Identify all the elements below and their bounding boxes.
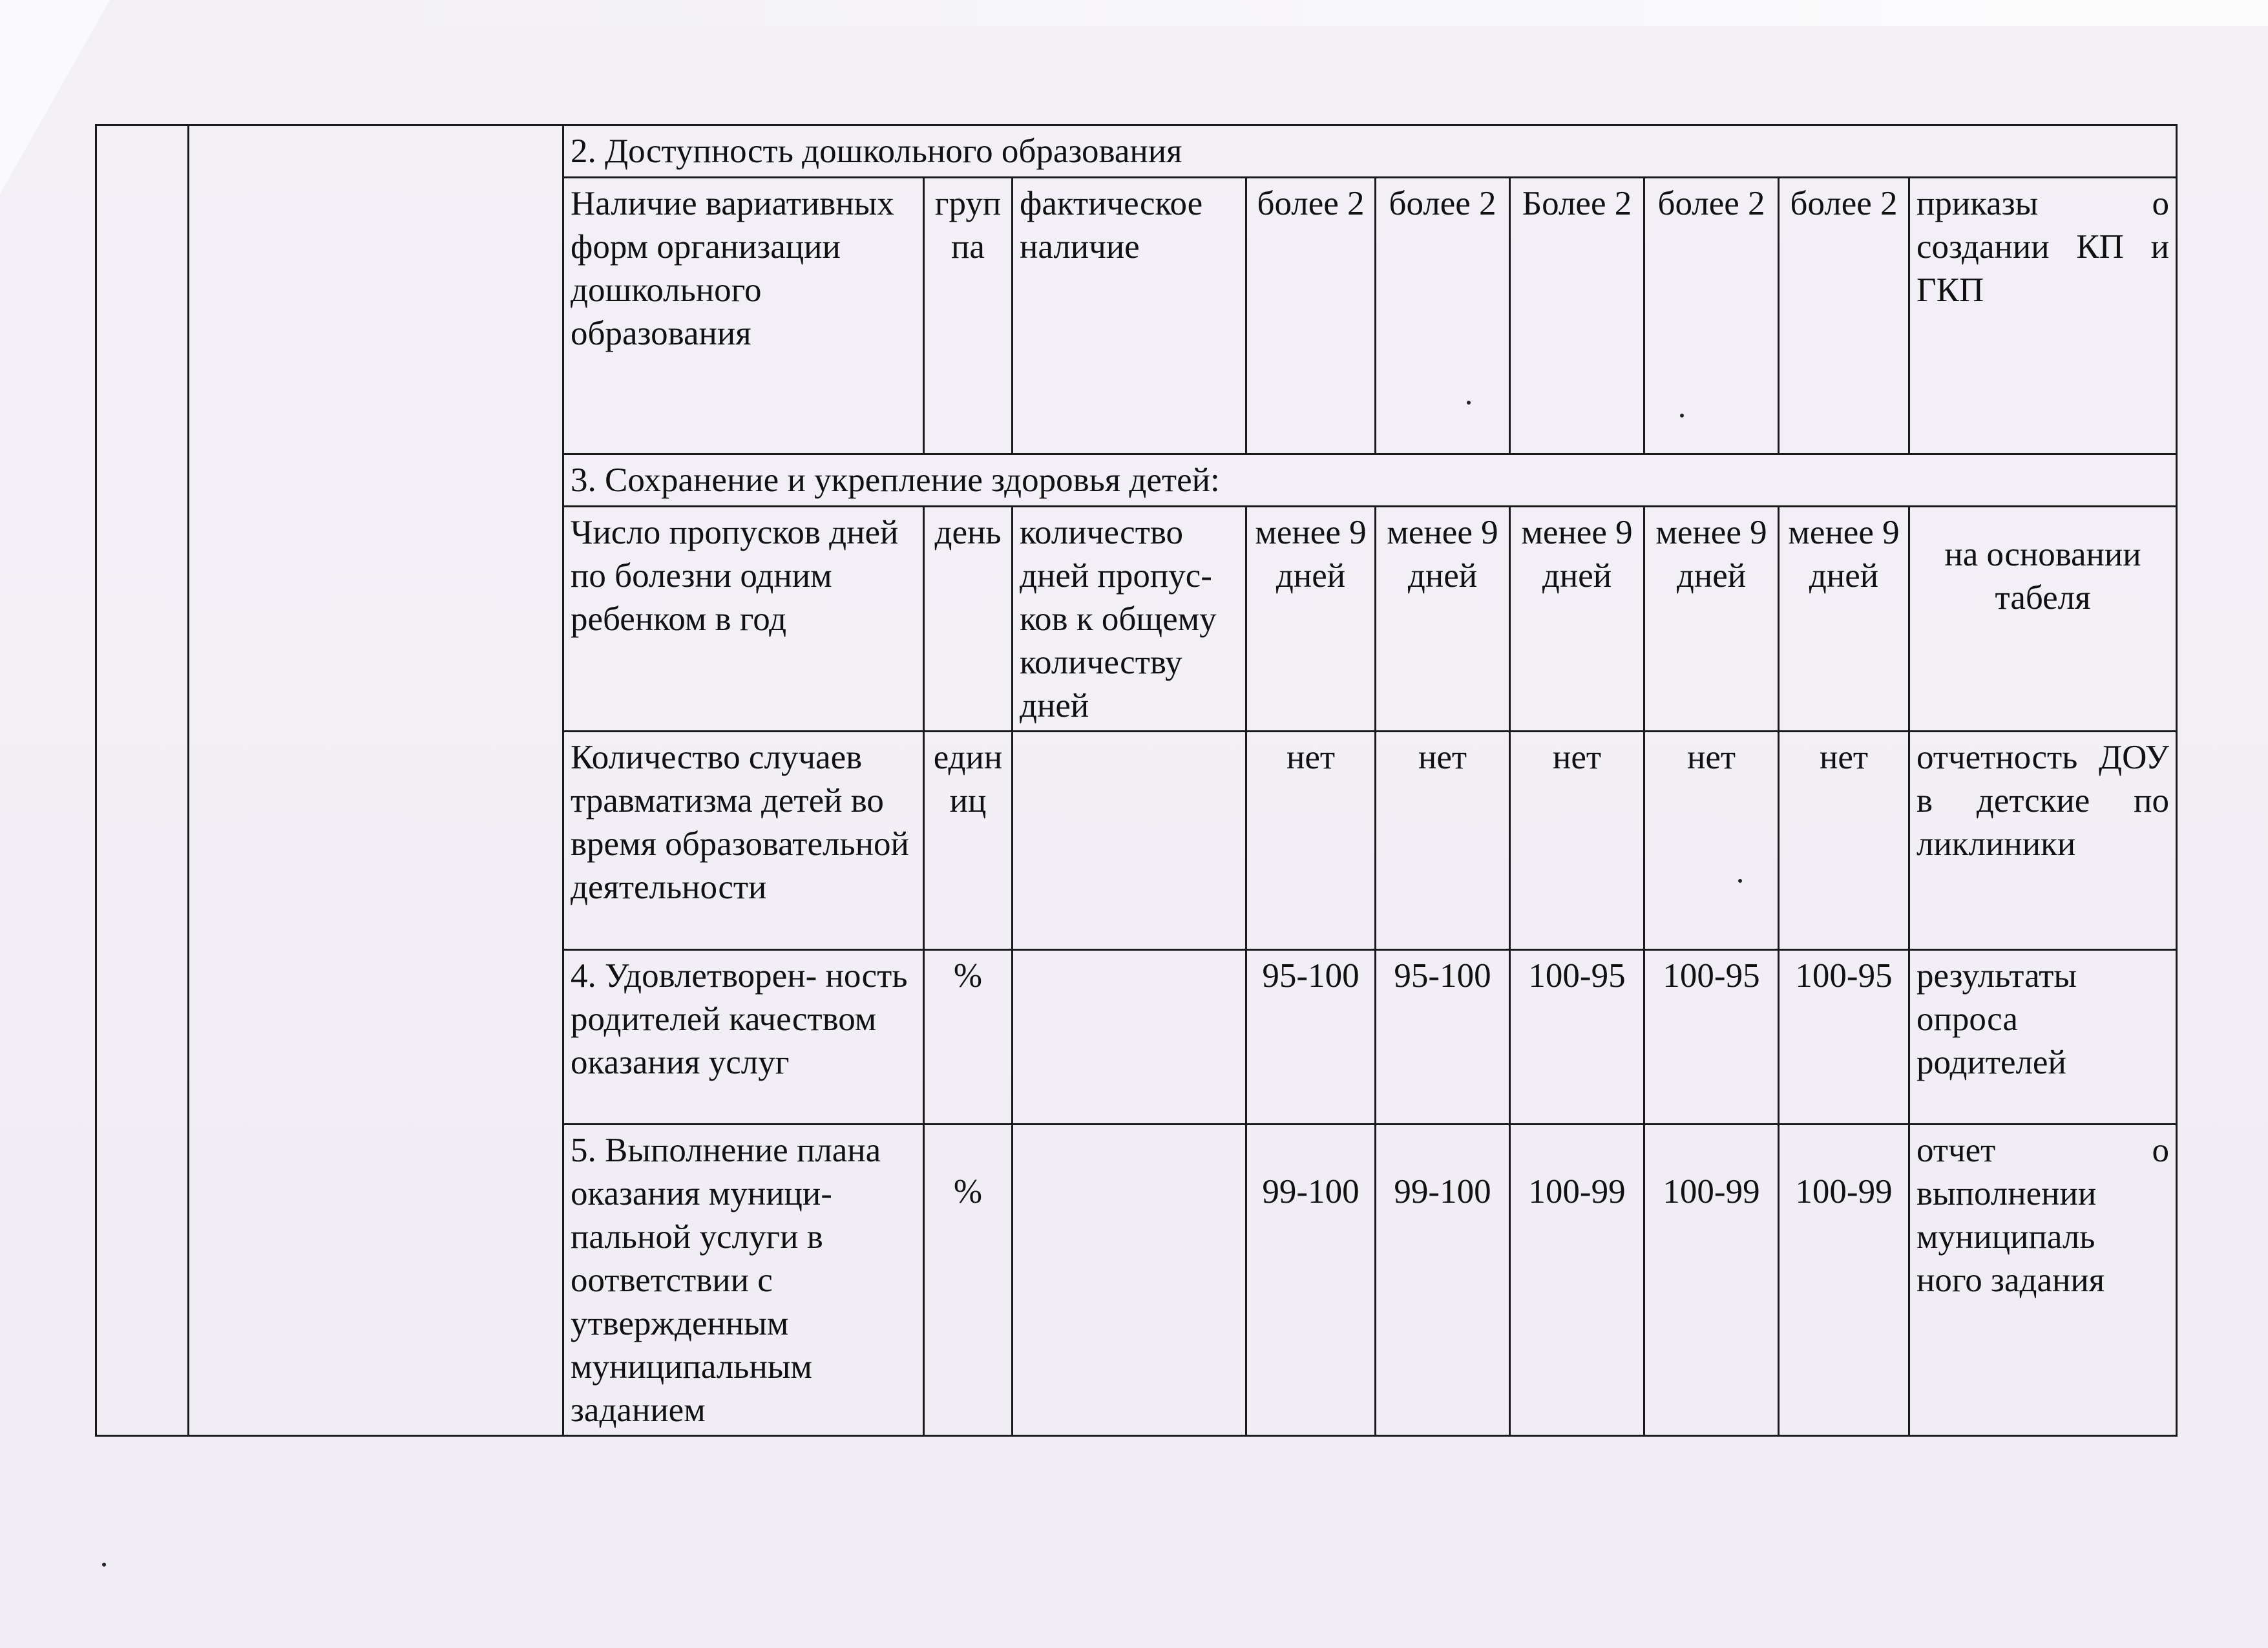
indicator-value-3: нет xyxy=(1510,732,1644,950)
section-row-accessibility xyxy=(96,125,2177,178)
paper-top-edge xyxy=(336,0,2268,26)
indicator-value-2: 95-100 xyxy=(1376,950,1510,1125)
indicator-unit: % xyxy=(924,1125,1013,1436)
indicator-value-1: более 2 xyxy=(1246,178,1376,454)
indicator-value-1: менее 9 дней xyxy=(1246,507,1376,732)
indicator-name: 4. Удовлетворен- ность родителей качеством оказания услуг xyxy=(563,950,924,1125)
indicator-value-4: нет xyxy=(1644,732,1779,950)
indicator-source: отчет о выполнении муниципаль ного задания xyxy=(1909,1125,2177,1436)
indicator-value-4: 100-95 xyxy=(1644,950,1779,1125)
indicator-measure xyxy=(1013,1125,1246,1436)
indicator-value-5: более 2 xyxy=(1779,178,1909,454)
indicator-name: Количество случаев травматизма детей во время образовательной деятельности xyxy=(563,732,924,950)
indicator-source: на основании табеля xyxy=(1909,507,2177,732)
indicator-measure xyxy=(1013,732,1246,950)
section-title-accessibility: 2. Доступность дошкольного образования xyxy=(563,125,2177,178)
indicator-value-3: Более 2 xyxy=(1510,178,1644,454)
paper-corner-fold xyxy=(0,0,110,194)
indicator-name: 5. Выполнение плана оказания муници- пальной услуги в оответствии с утвержденным муниципальным заданием xyxy=(563,1125,924,1436)
indicator-value-5: 100-99 xyxy=(1779,1125,1909,1436)
indicator-unit: день xyxy=(924,507,1013,732)
section-title-health: 3. Сохранение и укрепление здоровья детей: xyxy=(563,454,2177,507)
indicator-source: приказы о создании КП и ГКП xyxy=(1909,178,2177,454)
indicator-value-1: нет xyxy=(1246,732,1376,950)
indicator-table xyxy=(95,124,2178,1437)
indicator-name: Наличие вариативных форм организации дошкольного образования xyxy=(563,178,924,454)
service-column-cell xyxy=(189,125,563,1436)
indicator-value-3: менее 9 дней xyxy=(1510,507,1644,732)
indicator-measure: количество дней пропус- ков к общему количеству дней xyxy=(1013,507,1246,732)
indicator-source: результаты опроса родителей xyxy=(1909,950,2177,1125)
indicator-unit: % xyxy=(924,950,1013,1125)
indicator-name: Число пропусков дней по болезни одним ребенком в год xyxy=(563,507,924,732)
indicator-value-5: менее 9 дней xyxy=(1779,507,1909,732)
indicator-value-5: 100-95 xyxy=(1779,950,1909,1125)
number-column-cell xyxy=(96,125,189,1436)
indicator-value-4: менее 9 дней xyxy=(1644,507,1779,732)
indicator-value-3: 100-95 xyxy=(1510,950,1644,1125)
indicator-value-2: менее 9 дней xyxy=(1376,507,1510,732)
indicator-measure xyxy=(1013,950,1246,1125)
indicator-unit: един иц xyxy=(924,732,1013,950)
ink-speck xyxy=(102,1563,106,1567)
indicator-unit: груп па xyxy=(924,178,1013,454)
ink-speck xyxy=(1738,879,1742,883)
ink-speck xyxy=(1467,401,1471,405)
indicator-value-4: 100-99 xyxy=(1644,1125,1779,1436)
indicator-value-2: более 2 xyxy=(1376,178,1510,454)
ink-speck xyxy=(1680,414,1684,417)
indicator-value-4: более 2 xyxy=(1644,178,1779,454)
indicator-value-1: 95-100 xyxy=(1246,950,1376,1125)
indicator-value-5: нет xyxy=(1779,732,1909,950)
indicator-value-2: 99-100 xyxy=(1376,1125,1510,1436)
indicator-value-2: нет xyxy=(1376,732,1510,950)
indicator-source: отчетность ДОУ в детские по ликлиники xyxy=(1909,732,2177,950)
indicator-value-1: 99-100 xyxy=(1246,1125,1376,1436)
indicator-measure: фактическое наличие xyxy=(1013,178,1246,454)
indicator-value-3: 100-99 xyxy=(1510,1125,1644,1436)
